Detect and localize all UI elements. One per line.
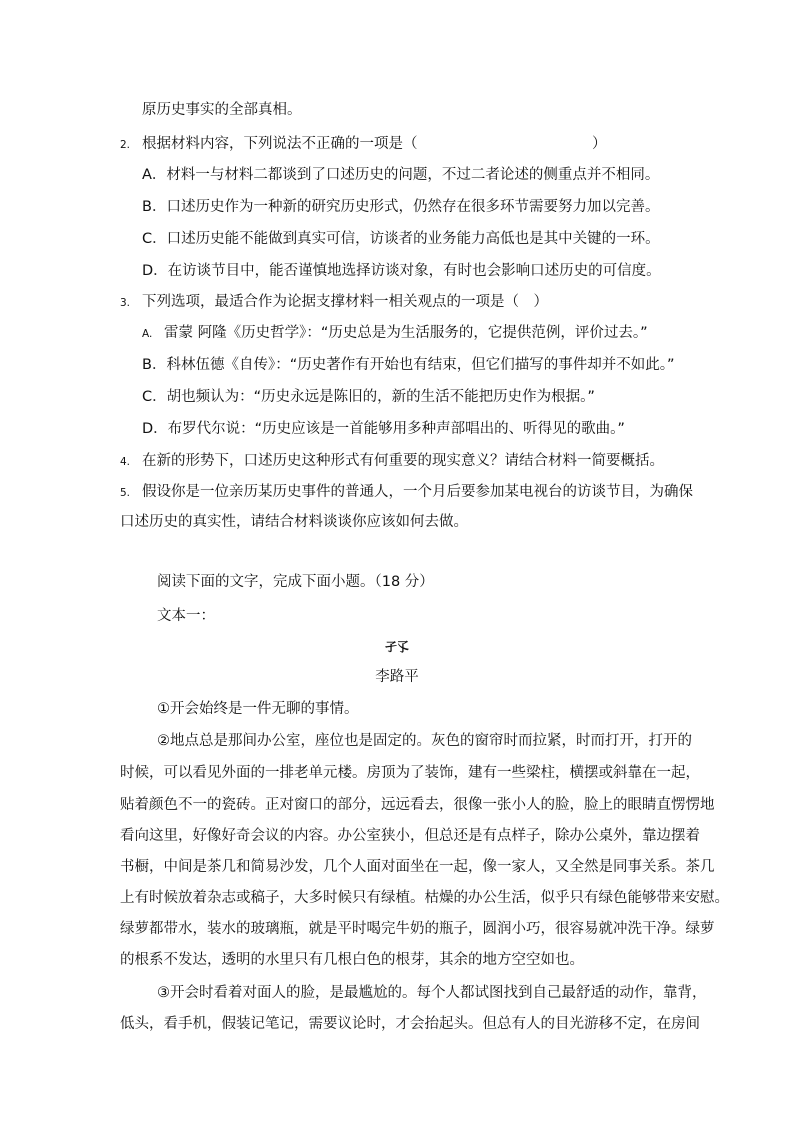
paragraph-2-line: 绿萝都带水，装水的玻璃瓶，就是平时喝完牛奶的瓶子，圆润小巧，很容易就冲洗干净。绿萝 (120, 921, 715, 937)
paragraph-2-line: ②地点总是那间办公室，座位也是固定的。灰色的窗帘时而拉紧，时而打开，打开的 (157, 733, 692, 749)
question-2-option-c: C．口述历史能不能做到真实可信，访谈者的业务能力高低也是其中关键的一环。 (142, 231, 660, 247)
question-number: 2. (120, 139, 131, 151)
question-3-option-b: B．科林伍德《自传》：“历史著作有开始也有结束，但它们描写的事件却并不如此。” (142, 357, 675, 373)
question-number: 3. (120, 297, 131, 309)
article-title: 孑孓 (384, 640, 409, 654)
paragraph-2-line: 书橱，中间是茶几和简易沙发，几个人面对面坐在一起，像一家人，又全然是同事关系。茶几 (120, 859, 715, 875)
paragraph-2-line: 的根系不发达，透明的水里只有几根白色的根芽，其余的地方空空如也。 (120, 952, 584, 968)
article-author: 李路平 (375, 669, 419, 685)
question-3-option-a (142, 323, 648, 344)
question-4-stem (120, 451, 664, 472)
question-text: 在新的形势下，口述历史这种形式有何重要的现实意义？请结合材料一简要概括。 (142, 453, 664, 469)
question-3-option-d: D．布罗代尔说：“历史应该是一首能够用多种声部唱出的、听得见的歌曲。” (142, 421, 625, 437)
option-letter: A. (142, 328, 153, 340)
question-number: 4. (120, 456, 131, 468)
question-2-option-d: D．在访谈节目中，能否谨慎地选择访谈对象，有时也会影响口述历史的可信度。 (142, 263, 661, 279)
question-5-stem (120, 482, 693, 503)
question-text: 下列选项，最适合作为论据支撑材料一相关观点的一项是（ ） (142, 294, 548, 310)
question-5-stem-continued: 口述历史的真实性，请结合材料谈谈你应该如何去做。 (120, 514, 468, 530)
question-2-stem (120, 134, 418, 155)
paragraph-1: ①开会始终是一件无聊的事情。 (157, 701, 359, 717)
continuation-line: 原历史事实的全部真相。 (142, 102, 302, 118)
paragraph-2-line: 上有时候放着杂志或稿子，大多时候只有绿植。枯燥的办公生活，似乎只有绿色能够带来安慰。 (120, 890, 729, 906)
option-text: 雷蒙 阿隆《历史哲学》：“历史总是为生活服务的，它提供范例，评价过去。” (164, 325, 648, 341)
reading-instruction: 阅读下面的文字，完成下面小题。（18 分） (157, 574, 434, 590)
question-number: 5. (120, 487, 131, 499)
paragraph-3-line: 低头，看手机，假装记笔记，需要议论时，才会抬起头。但总有人的目光游移不定，在房间 (120, 1016, 700, 1032)
question-3-option-c: C．胡也频认为：“历史永远是陈旧的，新的生活不能把历史作为根据。” (142, 389, 595, 405)
question-text: 根据材料内容，下列说法不正确的一项是（ (142, 136, 418, 152)
question-3-stem (120, 292, 548, 313)
paragraph-2-line: 贴着颜色不一的瓷砖。正对窗口的部分，远远看去，很像一张小人的脸，脸上的眼睛直愣愣地 (120, 797, 715, 813)
paragraph-2-line: 时候，可以看见外面的一排老单元楼。房顶为了装饰，建有一些梁柱，横摆或斜靠在一起， (120, 765, 700, 781)
text-one-label: 文本一： (157, 608, 215, 624)
paragraph-2-line: 看向这里，好像好奇会议的内容。办公室狭小，但总还是有点样子，除办公桌外，靠边摆着 (120, 828, 700, 844)
question-2-option-a: A．材料一与材料二都谈到了口述历史的问题，不过二者论述的侧重点并不相同。 (142, 167, 660, 183)
question-2-close-paren: ） (592, 136, 607, 152)
question-2-option-b: B．口述历史作为一种新的研究历史形式，仍然存在很多环节需要努力加以完善。 (142, 199, 660, 215)
question-text: 假设你是一位亲历某历史事件的普通人，一个月后要参加某电视台的访谈节目，为确保 (142, 484, 693, 500)
paragraph-3-line: ③开会时看着对面人的脸，是最尴尬的。每个人都试图找到自己最舒适的动作，靠背， (157, 985, 707, 1001)
